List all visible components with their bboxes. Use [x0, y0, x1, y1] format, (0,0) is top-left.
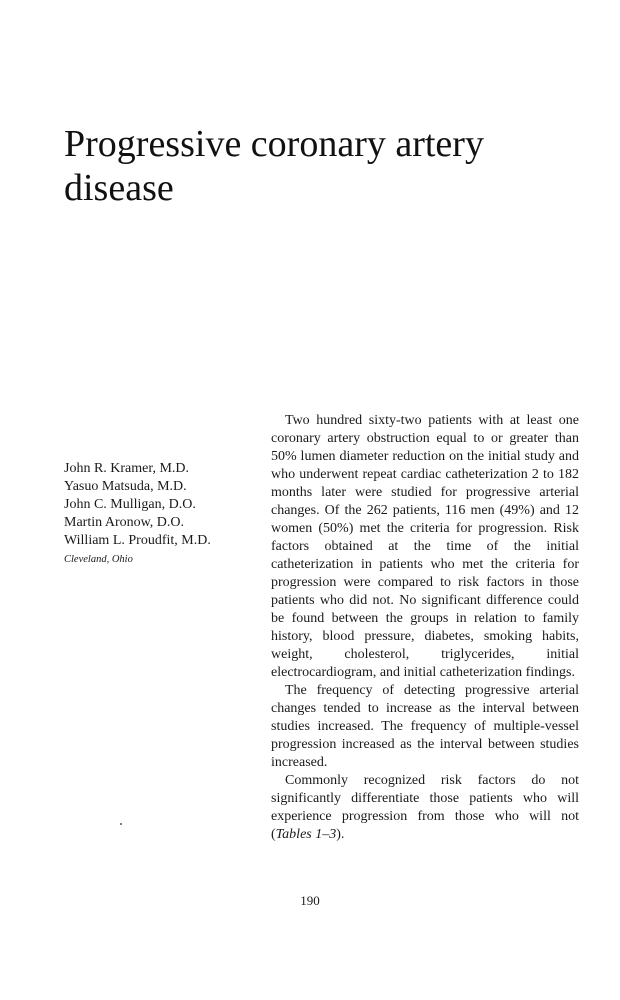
abstract: [271, 412, 579, 844]
abstract-paragraph: Two hundred sixty-two patients with at least one coronary artery obstruction equal to or greater than 50% lumen diameter reduction on the initial study and who underwent repeat cardiac catheterization 2 to 182 months later were studied for progressive arterial changes. Of the 262 patients, 116 men (49%) and 12 women (50%) met the criteria for progression. Risk factors obtained at the time of the initial catheterization in patients who met the criteria for progression were compared to risk factors in those patients who did not. No significant difference could be found between the groups in relation to family history, blood pressure, diabetes, smoking habits, weight, cholesterol, triglycerides, initial electrocardiogram, and initial catheterization findings.: [271, 413, 579, 680]
abstract-paragraph: [271, 772, 579, 844]
abstract-paragraph-end: ).: [336, 827, 345, 842]
table-reference: Tables 1–3: [275, 827, 337, 842]
abstract-paragraph: The frequency of detecting progressive arterial changes tended to increase as the interval between studies increased. The frequency of multiple-vessel progression increased as the interval between studies increased.: [271, 683, 579, 770]
author-name: John R. Kramer, M.D.: [64, 461, 190, 476]
author-list: [64, 460, 254, 568]
author-name: Yasuo Matsuda, M.D.: [64, 479, 187, 494]
author-name: Martin Aronow, D.O.: [64, 515, 185, 530]
author-name: John C. Mulligan, D.O.: [64, 497, 196, 512]
author-location: Cleveland, Ohio: [64, 554, 133, 565]
author-name: William L. Proudfit, M.D.: [64, 533, 211, 548]
stray-mark: [120, 823, 122, 825]
article-title: Progressive coronary artery disease: [64, 123, 484, 209]
page-number: 190: [300, 893, 320, 908]
abstract-paragraph-text: Commonly recognized risk factors do not significantly differentiate those patients who will experience progression from those who will not (: [271, 773, 579, 842]
